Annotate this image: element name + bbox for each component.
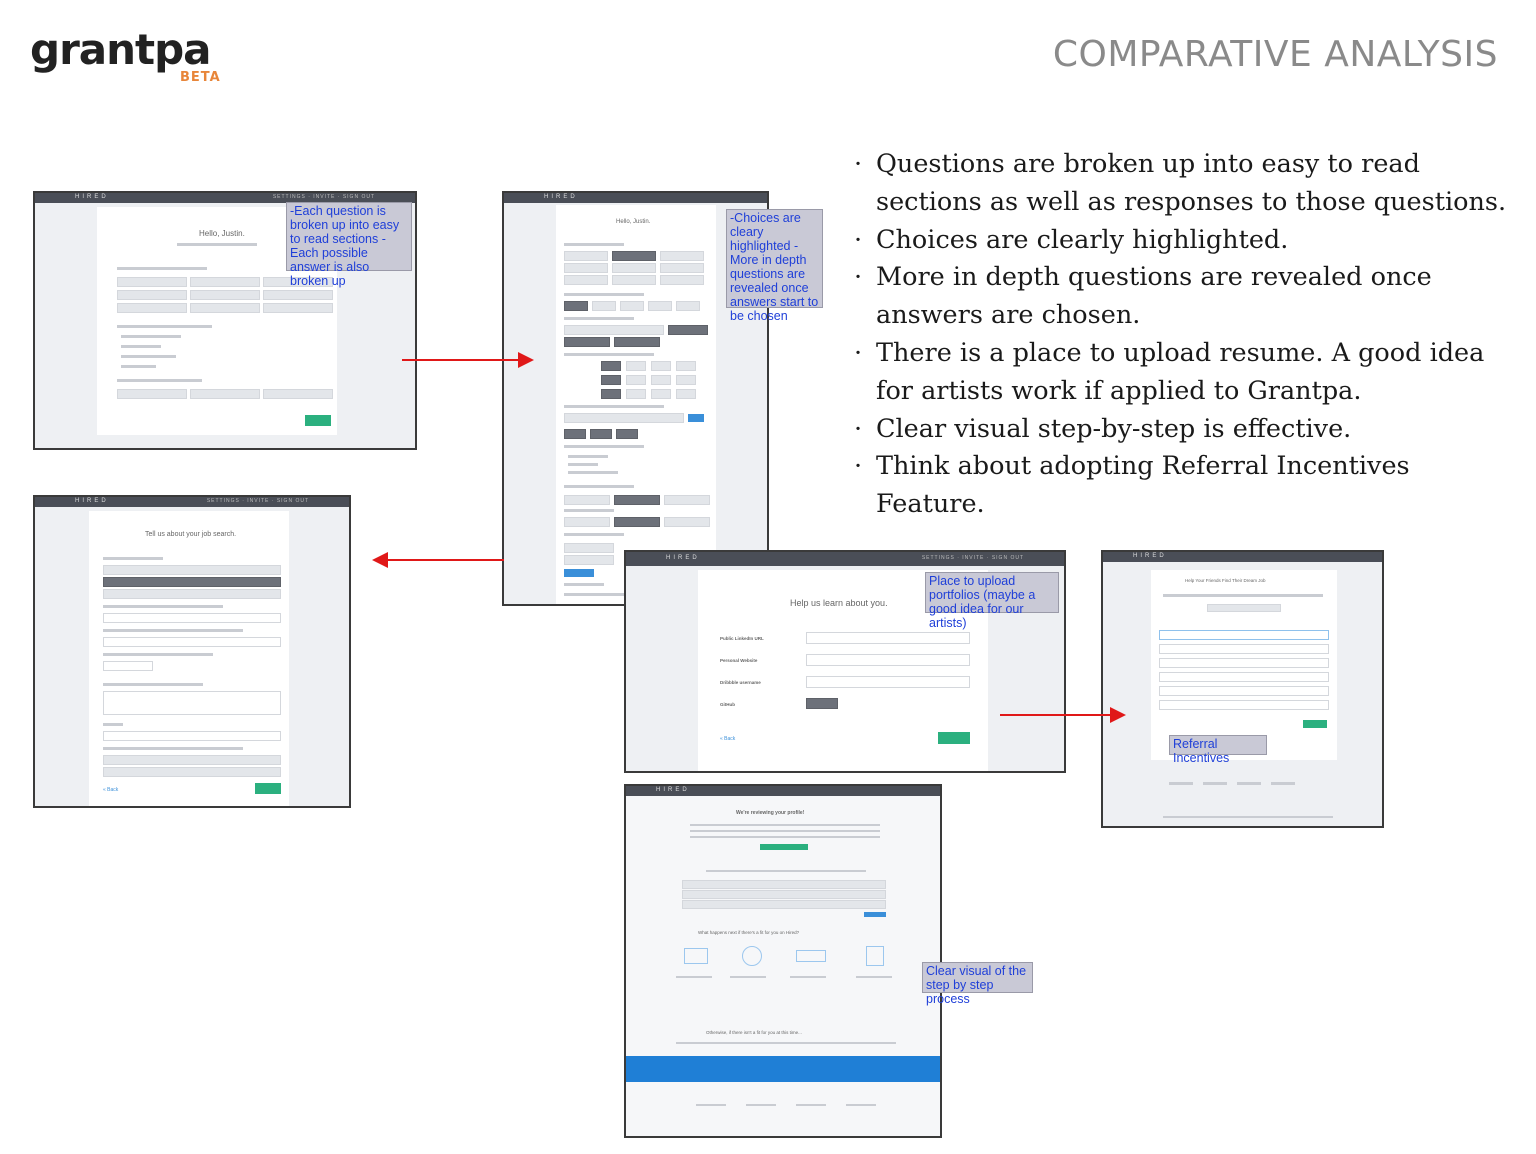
- page-title: COMPARATIVE ANALYSIS: [1052, 34, 1498, 75]
- finding-item: · Choices are clearly highlighted.: [850, 222, 1520, 260]
- otherwise-heading: Otherwise, if there isn't a fit for you at this time...: [706, 1030, 802, 1035]
- form-heading: Tell us about your job search.: [145, 531, 237, 538]
- logo-wordmark: grantpa: [30, 25, 211, 74]
- field-label: GitHub: [720, 702, 735, 707]
- hired-brand: HIRED: [75, 194, 109, 200]
- annotation-note-sections: -Each question is broken up into easy to read sections -Each possible answer is also broken up: [286, 202, 412, 271]
- hired-navbar: [35, 497, 349, 507]
- form-panel: [556, 205, 716, 605]
- hired-navbar: [504, 193, 767, 203]
- offer-icon: [866, 946, 884, 966]
- personal-website-input[interactable]: [806, 654, 970, 666]
- navbar-menu: SETTINGS · INVITE · SIGN OUT: [272, 194, 375, 200]
- hired-brand: HIRED: [656, 787, 690, 793]
- field-label: Public LinkedIn URL: [720, 636, 764, 641]
- finding-item: · Clear visual step-by-step is effective.: [850, 411, 1520, 449]
- form-heading: Hello, Justin.: [199, 229, 245, 238]
- hired-brand: HIRED: [666, 555, 700, 561]
- flow-arrow-right: [1000, 714, 1112, 716]
- referral-panel: [1151, 570, 1337, 760]
- next-button[interactable]: [938, 732, 970, 744]
- review-heading: We're reviewing your profile!: [736, 810, 805, 816]
- screenshot-job-search: [33, 495, 351, 808]
- annotation-note-steps: Clear visual of the step by step process: [922, 962, 1033, 993]
- annotation-note-choices: -Choices are cleary highlighted -More in depth questions are revealed once answers start to be chosen: [726, 209, 823, 308]
- field-label: Dribbble username: [720, 680, 761, 685]
- back-link[interactable]: « Back: [720, 736, 736, 742]
- navbar-menu: SETTINGS · INVITE · SIGN OUT: [206, 498, 309, 504]
- github-connect-button[interactable]: [806, 698, 838, 709]
- finding-item: · More in depth questions are revealed once answers are chosen.: [850, 259, 1520, 335]
- annotation-note-portfolio: Place to upload portfolios (maybe a good idea for our artists): [925, 572, 1059, 613]
- hired-navbar: [626, 552, 1064, 566]
- dribbble-input[interactable]: [806, 676, 970, 688]
- form-heading: Hello, Justin.: [616, 219, 651, 225]
- hired-brand: HIRED: [1133, 553, 1167, 559]
- send-button[interactable]: [1303, 720, 1327, 728]
- hired-navbar: [626, 786, 940, 796]
- next-steps-heading: What happens next if there's a fit for you on Hired?: [698, 930, 800, 935]
- referral-banner: [626, 1056, 940, 1082]
- logo-beta-badge: BETA: [180, 70, 221, 85]
- flow-arrow-right: [402, 359, 520, 361]
- form-heading: Help us learn about you.: [790, 598, 888, 608]
- field-label: Personal Website: [720, 658, 758, 663]
- referral-heading: Help Your Friends Find Their Dream Job: [1185, 578, 1266, 583]
- live-icon: [796, 950, 826, 962]
- back-link[interactable]: « Back: [103, 787, 119, 793]
- next-button[interactable]: [255, 783, 281, 794]
- form-panel: [89, 511, 289, 807]
- flow-arrow-left: [386, 559, 504, 561]
- annotation-note-referral: Referral Incentives: [1169, 735, 1267, 755]
- navbar-menu: SETTINGS · INVITE · SIGN OUT: [921, 555, 1024, 561]
- grantpa-logo: [30, 26, 240, 88]
- linkedin-url-input[interactable]: [806, 632, 970, 644]
- finding-item: · Questions are broken up into easy to read sections as well as responses to those questions.: [850, 146, 1520, 222]
- network-icon: [742, 946, 762, 966]
- hired-brand: HIRED: [75, 498, 109, 504]
- screenshot-profile-review: [624, 784, 942, 1138]
- next-button[interactable]: [305, 415, 331, 426]
- finding-item: · Think about adopting Referral Incentives Feature.: [850, 448, 1520, 524]
- finding-item: · There is a place to upload resume. A good idea for artists work if applied to Grantpa.: [850, 335, 1520, 411]
- screenshot-referrals: [1101, 550, 1384, 828]
- findings-list: [850, 146, 1520, 524]
- hired-brand: HIRED: [544, 194, 578, 200]
- envelope-icon: [684, 948, 708, 964]
- hired-navbar: [1103, 552, 1382, 562]
